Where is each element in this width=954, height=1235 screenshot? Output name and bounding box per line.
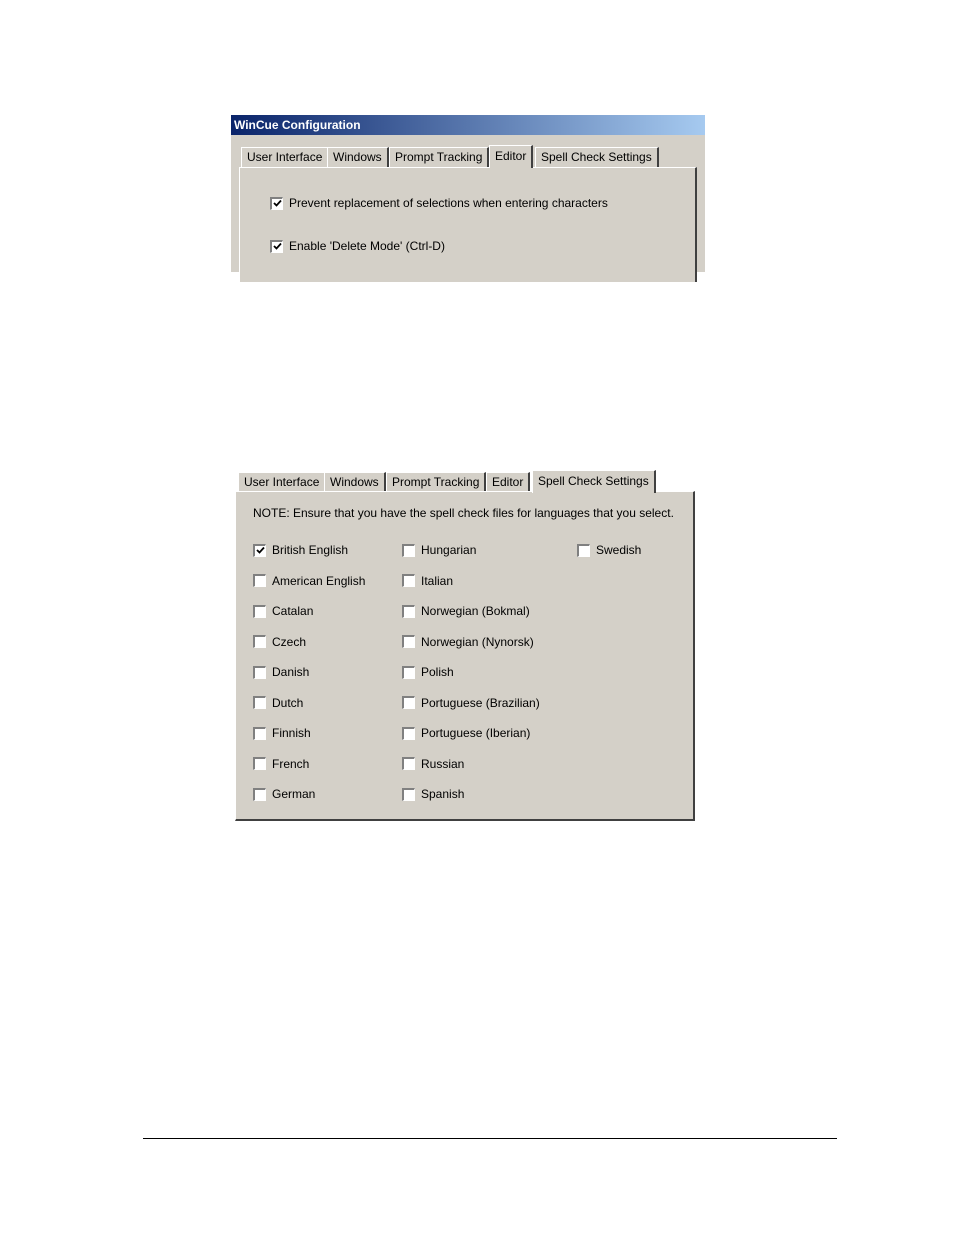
language-label: Norwegian (Bokmal) [421,604,530,618]
language-option-norwegian-bokmal[interactable] [402,604,530,618]
language-option-finnish[interactable] [253,726,311,740]
language-label: American English [272,573,366,588]
language-label: Catalan [272,604,314,618]
language-label: Norwegian (Nynorsk) [421,634,534,649]
checkbox-icon[interactable] [402,544,415,557]
checkbox-icon[interactable] [402,635,415,648]
checkbox-icon[interactable] [253,666,266,679]
language-label: Finnish [272,726,311,740]
tab-prompt-tracking[interactable]: Prompt Tracking [389,147,489,167]
checkbox-icon[interactable] [253,544,266,557]
footer-rule [143,1138,837,1139]
language-label: Dutch [272,695,304,710]
checkbox-icon[interactable] [253,727,266,740]
language-option-spanish[interactable] [402,787,464,801]
spell-note: NOTE: Ensure that you have the spell check files for languages that you select. [253,506,674,520]
language-option-russian[interactable] [402,757,464,771]
language-label: Danish [272,665,310,679]
tab-prompt-tracking[interactable]: Prompt Tracking [386,472,486,492]
checkbox-icon[interactable] [402,727,415,740]
checkbox-icon[interactable] [402,757,415,770]
option-prevent-replacement[interactable] [270,196,608,210]
tab-windows[interactable]: Windows [324,472,386,492]
spell-check-settings-window [235,467,695,821]
language-option-german[interactable] [253,787,315,801]
option-label: Prevent replacement of selections when entering characters [289,196,608,210]
tab-spell-check-settings[interactable]: Spell Check Settings [535,147,659,167]
checkbox-icon[interactable] [253,757,266,770]
language-option-american-english[interactable] [253,574,365,588]
language-option-italian[interactable] [402,574,453,588]
editor-tab-panel [239,167,697,282]
checkbox-icon[interactable] [253,635,266,648]
tab-user-interface[interactable]: User Interface [238,472,326,492]
wincue-configuration-window [231,115,705,272]
language-label: Italian [421,573,454,588]
checkbox-icon[interactable] [402,605,415,618]
checkbox-icon[interactable] [253,605,266,618]
language-label: German [272,787,316,801]
language-option-dutch[interactable] [253,696,303,710]
language-label: French [272,756,310,771]
checkbox-icon[interactable] [253,788,266,801]
language-label: Portuguese (Iberian) [421,726,531,740]
language-label: Portuguese (Brazilian) [421,695,540,710]
language-label: Hungarian [421,543,477,557]
spell-tab-panel [235,491,695,821]
language-label: Russian [421,756,465,771]
tab-editor[interactable]: Editor [486,472,530,492]
language-label: Swedish [596,543,642,557]
checkbox-icon[interactable] [577,544,590,557]
option-label: Enable 'Delete Mode' (Ctrl-D) [289,239,445,253]
checkbox-icon[interactable] [402,574,415,587]
language-label: Czech [272,634,307,649]
language-label: Polish [421,665,454,679]
tab-user-interface[interactable]: User Interface [241,147,329,167]
tab-editor[interactable]: Editor [489,145,533,168]
tab-windows[interactable]: Windows [327,147,389,167]
language-option-portuguese-brazilian[interactable] [402,696,540,710]
tab-spell-check-settings[interactable]: Spell Check Settings [532,470,656,493]
language-label: Spanish [421,787,465,801]
option-enable-delete-mode[interactable] [270,239,445,253]
language-option-polish[interactable] [402,665,454,679]
checkbox-icon[interactable] [253,574,266,587]
language-label: British English [272,543,349,557]
language-option-french[interactable] [253,757,309,771]
window-title: WinCue Configuration [231,115,705,135]
checkbox-icon[interactable] [402,788,415,801]
language-option-danish[interactable] [253,665,309,679]
checkbox-icon[interactable] [253,696,266,709]
language-option-hungarian[interactable] [402,543,476,557]
checkbox-icon[interactable] [270,197,283,210]
language-option-czech[interactable] [253,635,306,649]
checkbox-icon[interactable] [402,696,415,709]
language-option-norwegian-nynorsk[interactable] [402,635,534,649]
checkbox-icon[interactable] [402,666,415,679]
language-option-portuguese-iberian[interactable] [402,726,530,740]
language-option-catalan[interactable] [253,604,313,618]
checkbox-icon[interactable] [270,240,283,253]
language-option-swedish[interactable] [577,543,641,557]
language-option-british-english[interactable] [253,543,348,557]
